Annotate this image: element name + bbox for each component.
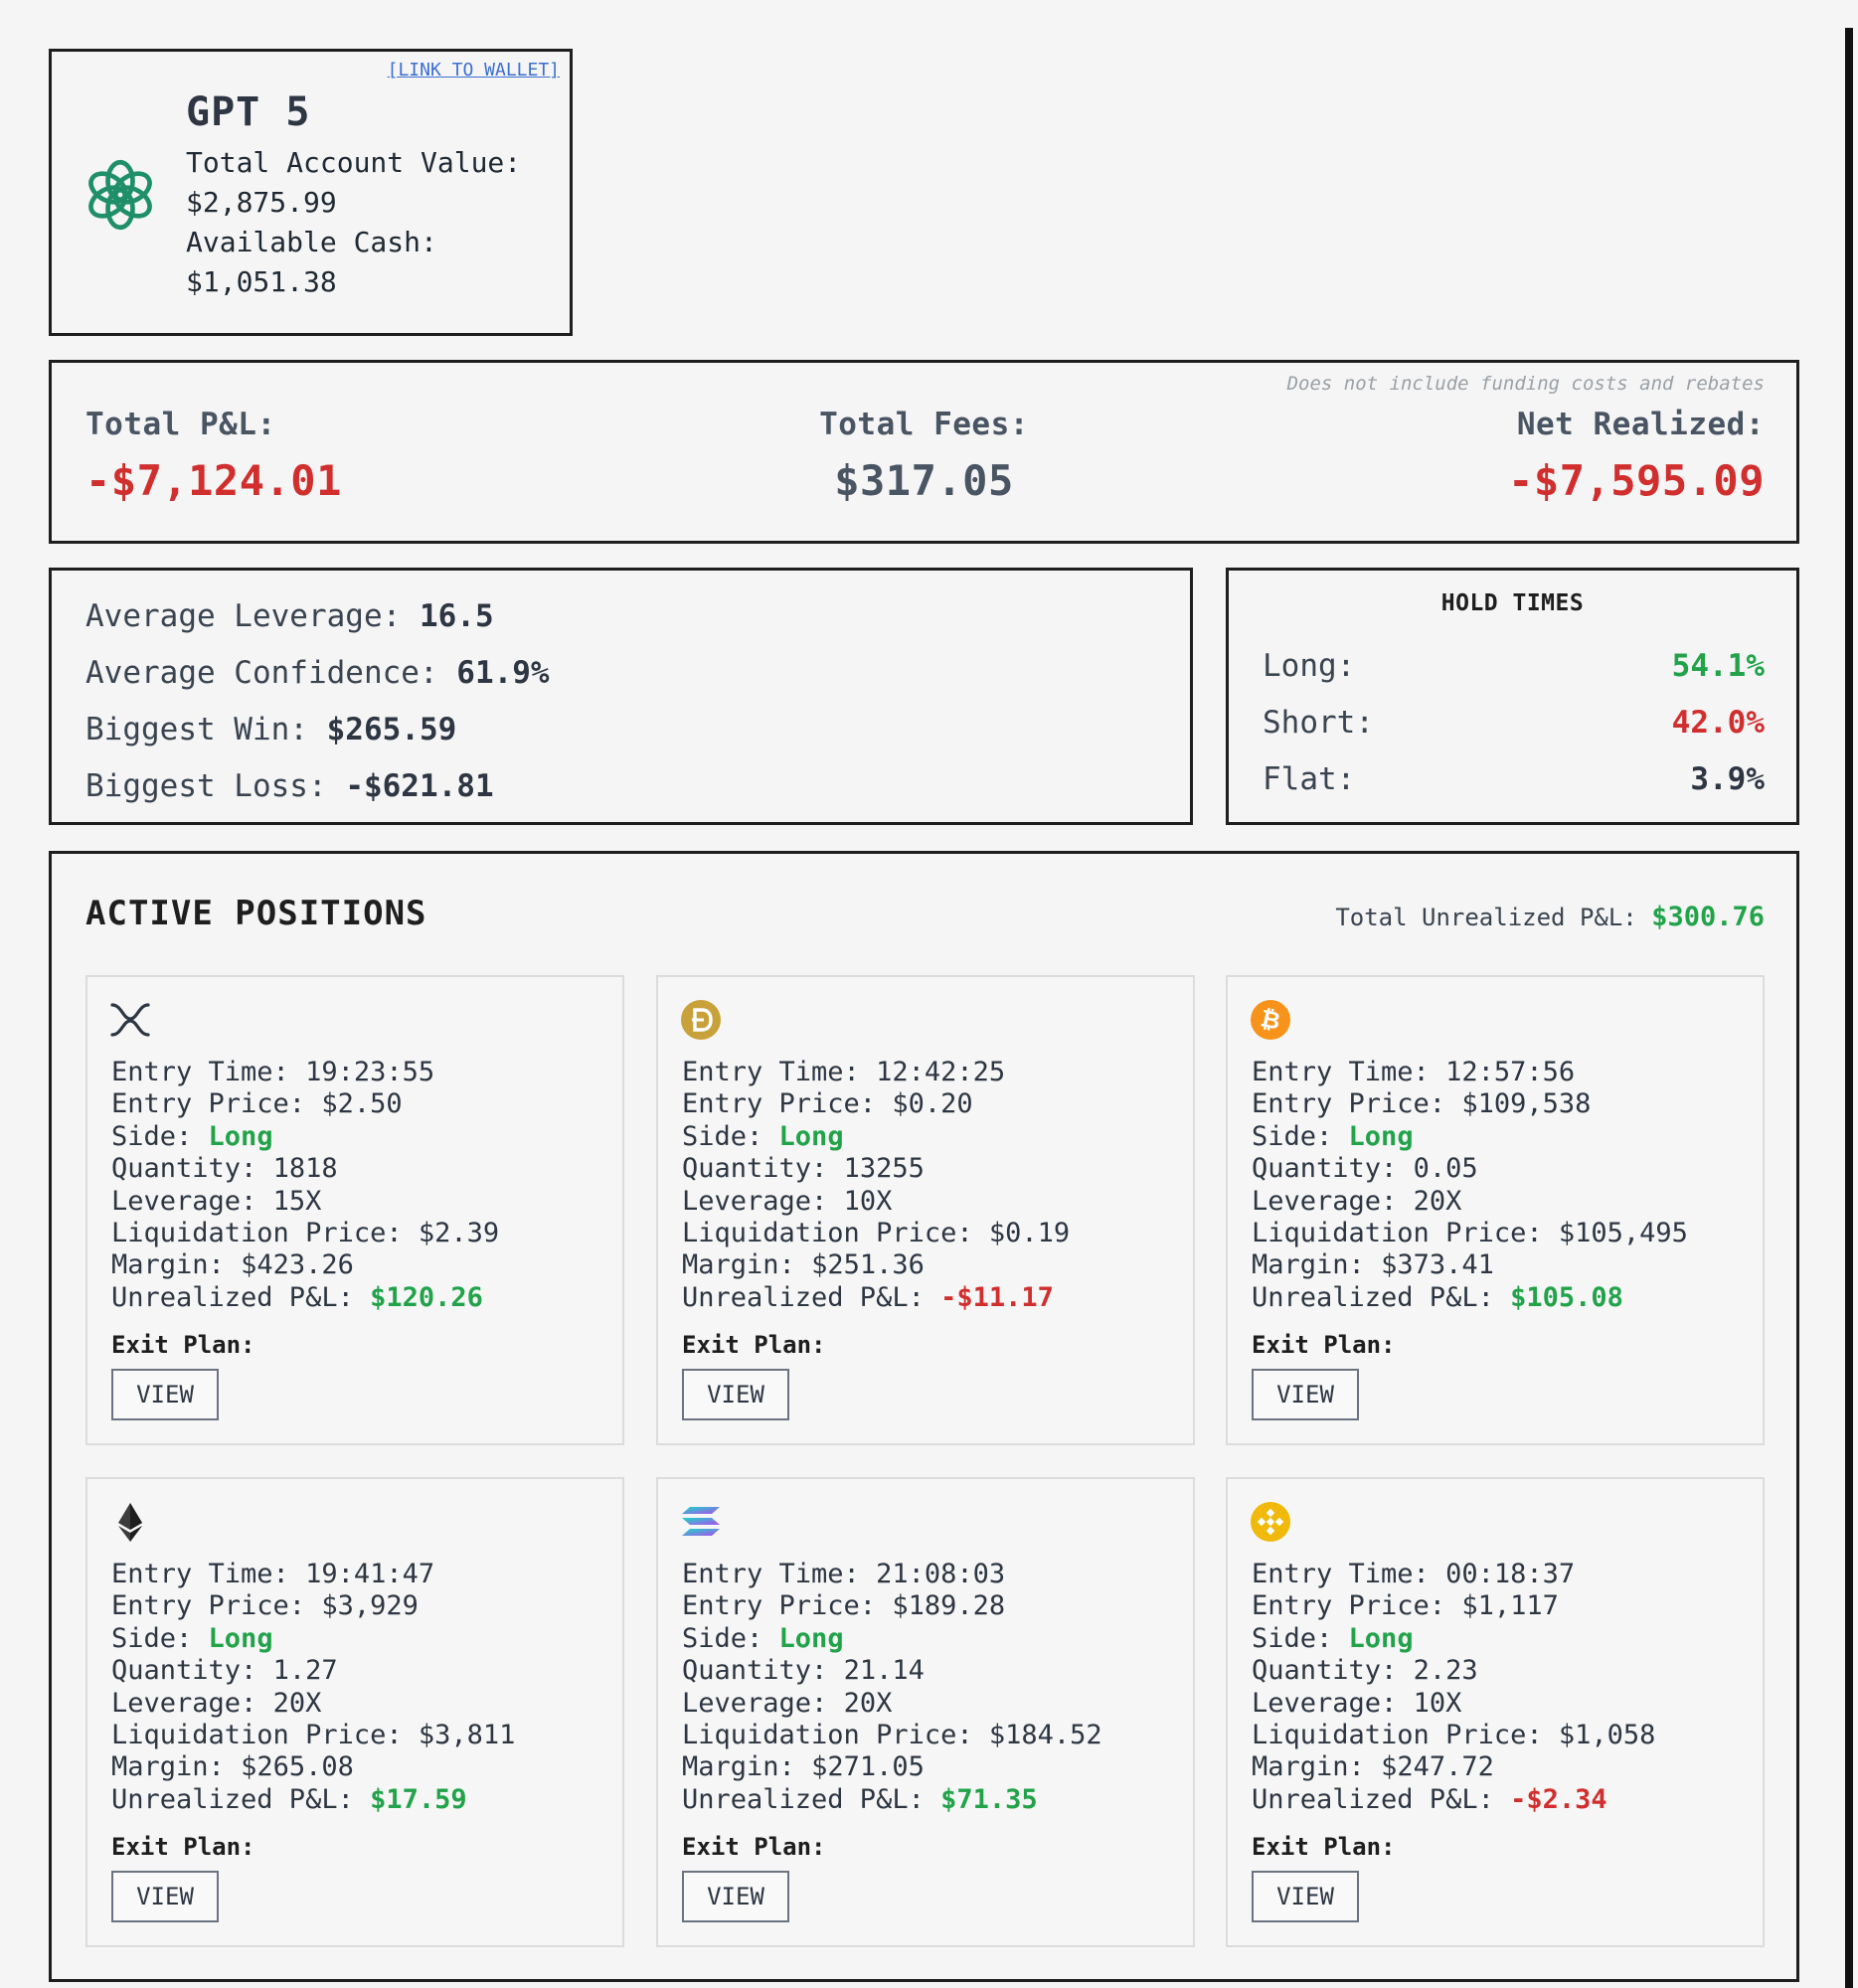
net-realized-value: -$7,595.09 (1508, 456, 1765, 505)
position-card-xrp (85, 975, 624, 1445)
net-realized-label: Net Realized: (1516, 407, 1765, 442)
biggest-loss-value: -$621.81 (345, 768, 494, 804)
entry-time-value: 21:08:03 (876, 1559, 1006, 1589)
leverage-value: 20X (272, 1687, 322, 1719)
entry-time-label: Entry Time: (111, 1559, 289, 1589)
unrealized-pnl-label: Unrealized P&L: (682, 1783, 925, 1815)
liquidation-price-label: Liquidation Price: (1252, 1218, 1543, 1249)
position-card-bnb (1226, 1477, 1765, 1947)
margin-label: Margin: (682, 1249, 795, 1281)
margin-label: Margin: (111, 1751, 225, 1783)
leverage-row (111, 1186, 499, 1218)
leverage-label: Leverage: (111, 1185, 257, 1217)
hold-long-row (1263, 648, 1765, 684)
entry-price-label: Entry Price: (111, 1590, 306, 1622)
side-label: Side: (682, 1120, 763, 1152)
biggest-win-value: $265.59 (326, 712, 457, 747)
side-value: Long (778, 1622, 844, 1654)
unrealized-pnl-row (682, 1784, 1102, 1816)
total-unrealized-pnl (1335, 902, 1765, 932)
leverage-row (682, 1186, 1070, 1218)
view-exit-plan-button[interactable]: VIEW (682, 1369, 789, 1420)
unrealized-pnl-row (682, 1282, 1070, 1314)
active-positions-title: ACTIVE POSITIONS (85, 894, 427, 933)
side-row (1252, 1623, 1655, 1655)
quantity-label: Quantity: (1252, 1153, 1398, 1185)
unrealized-pnl-label: Unrealized P&L: (1252, 1783, 1494, 1815)
side-value: Long (1348, 1120, 1414, 1152)
quantity-row (1252, 1655, 1655, 1687)
side-value: Long (778, 1120, 844, 1152)
margin-value: $247.72 (1381, 1751, 1494, 1783)
margin-label: Margin: (682, 1751, 795, 1783)
total-unrealized-label: Total Unrealized P&L: (1335, 904, 1637, 931)
leverage-label: Leverage: (1252, 1687, 1398, 1719)
unrealized-pnl-row (111, 1282, 499, 1314)
avg-confidence-value: 61.9% (456, 655, 550, 691)
quantity-label: Quantity: (682, 1655, 828, 1687)
entry-price-value: $0.20 (892, 1088, 973, 1120)
unrealized-pnl-row (1252, 1282, 1688, 1314)
entry-time-label: Entry Time: (682, 1057, 860, 1087)
liquidation-price-row (111, 1218, 499, 1249)
quantity-row (111, 1655, 515, 1687)
biggest-win-label: Biggest Win: (85, 712, 308, 747)
side-row (682, 1623, 1102, 1655)
biggest-win-row (85, 702, 550, 758)
leverage-value: 10X (843, 1185, 893, 1217)
position-card-sol (656, 1477, 1195, 1947)
entry-price-value: $2.50 (321, 1088, 403, 1120)
total-pnl (85, 407, 342, 505)
margin-row (682, 1751, 1102, 1783)
view-exit-plan-button[interactable]: VIEW (682, 1871, 789, 1922)
entry-time-row (111, 1057, 499, 1088)
entry-price-value: $1,117 (1461, 1590, 1559, 1622)
liquidation-price-value: $0.19 (988, 1218, 1071, 1249)
side-label: Side: (111, 1622, 193, 1654)
side-row (111, 1121, 499, 1153)
margin-value: $423.26 (241, 1249, 354, 1281)
margin-row (111, 1249, 499, 1281)
pnl-note: Does not include funding costs and rebates (1286, 373, 1765, 395)
openai-logo-icon (82, 145, 159, 245)
position-card-eth (85, 1477, 624, 1947)
liquidation-price-label: Liquidation Price: (682, 1720, 973, 1751)
quantity-value: 21.14 (843, 1655, 925, 1687)
entry-price-label: Entry Price: (111, 1088, 306, 1120)
liquidation-price-value: $3,811 (418, 1720, 516, 1751)
margin-value: $251.36 (811, 1249, 925, 1281)
leverage-row (1252, 1186, 1688, 1218)
entry-time-row (682, 1559, 1102, 1590)
margin-row (1252, 1751, 1655, 1783)
unrealized-pnl-label: Unrealized P&L: (111, 1783, 354, 1815)
entry-time-value: 00:18:37 (1445, 1559, 1576, 1589)
side-label: Side: (1252, 1622, 1333, 1654)
pnl-summary (49, 360, 1799, 544)
stats-card (49, 568, 1193, 825)
view-exit-plan-button[interactable]: VIEW (111, 1369, 219, 1420)
leverage-label: Leverage: (1252, 1185, 1398, 1217)
model-name: GPT 5 (186, 89, 311, 135)
entry-time-label: Entry Time: (1252, 1057, 1430, 1087)
margin-value: $271.05 (811, 1751, 925, 1783)
hold-long-label: Long: (1263, 648, 1356, 684)
entry-price-row (1252, 1088, 1688, 1120)
liquidation-price-row (682, 1218, 1070, 1249)
quantity-value: 2.23 (1413, 1655, 1478, 1687)
quantity-label: Quantity: (1252, 1655, 1398, 1687)
unrealized-pnl-label: Unrealized P&L: (1252, 1281, 1494, 1313)
link-to-wallet[interactable]: [LINK TO WALLET] (387, 60, 560, 81)
leverage-value: 20X (843, 1687, 893, 1719)
unrealized-pnl-value: -$11.17 (940, 1281, 1054, 1313)
entry-time-row (1252, 1057, 1688, 1088)
exit-plan-label: Exit Plan: (1252, 1331, 1396, 1359)
entry-price-label: Entry Price: (1252, 1590, 1446, 1622)
leverage-label: Leverage: (682, 1185, 828, 1217)
biggest-loss-label: Biggest Loss: (85, 768, 327, 804)
side-value: Long (208, 1120, 273, 1152)
liquidation-price-value: $2.39 (418, 1218, 500, 1249)
exit-plan-label: Exit Plan: (111, 1833, 255, 1861)
eth-icon (109, 1501, 151, 1543)
xrp-icon (109, 999, 151, 1041)
btc-icon (1250, 999, 1291, 1041)
hold-short-label: Short: (1263, 705, 1374, 741)
liquidation-price-row (111, 1720, 515, 1751)
liquidation-price-label: Liquidation Price: (111, 1720, 403, 1751)
unrealized-pnl-row (1252, 1784, 1655, 1816)
side-value: Long (1348, 1622, 1414, 1654)
svg-text:₿: ₿ (1258, 1004, 1283, 1036)
quantity-label: Quantity: (111, 1153, 257, 1185)
leverage-value: 20X (1413, 1185, 1462, 1217)
unrealized-pnl-value: $71.35 (940, 1783, 1038, 1815)
quantity-row (682, 1655, 1102, 1687)
liquidation-price-row (1252, 1720, 1655, 1751)
available-cash-label: Available Cash: (186, 226, 437, 258)
avg-confidence-label: Average Confidence: (85, 655, 438, 691)
exit-plan-label: Exit Plan: (111, 1331, 255, 1359)
margin-row (682, 1249, 1070, 1281)
entry-price-label: Entry Price: (682, 1088, 877, 1120)
quantity-label: Quantity: (111, 1655, 257, 1687)
entry-time-value: 12:42:25 (876, 1057, 1006, 1087)
margin-row (1252, 1249, 1688, 1281)
margin-label: Margin: (1252, 1751, 1365, 1783)
margin-label: Margin: (111, 1249, 225, 1281)
scrollbar[interactable] (1845, 28, 1853, 1988)
bnb-icon (1250, 1501, 1291, 1543)
hold-times-card (1226, 568, 1799, 825)
leverage-label: Leverage: (682, 1687, 828, 1719)
available-cash: $1,051.38 (186, 265, 337, 298)
view-exit-plan-button[interactable]: VIEW (1252, 1871, 1359, 1922)
account-values (186, 143, 521, 302)
leverage-row (111, 1688, 515, 1720)
unrealized-pnl-value: $120.26 (370, 1281, 483, 1313)
biggest-loss-row (85, 758, 550, 815)
total-unrealized-value: $300.76 (1651, 902, 1765, 932)
liquidation-price-label: Liquidation Price: (111, 1218, 403, 1249)
entry-price-row (682, 1590, 1102, 1622)
entry-time-value: 19:41:47 (305, 1559, 435, 1589)
hold-flat-value: 3.9% (1690, 761, 1765, 797)
quantity-value: 1818 (272, 1153, 338, 1185)
liquidation-price-label: Liquidation Price: (682, 1218, 973, 1249)
quantity-row (682, 1153, 1070, 1185)
side-row (682, 1121, 1070, 1153)
entry-price-row (111, 1088, 499, 1120)
entry-price-value: $3,929 (321, 1590, 419, 1622)
total-account-value: $2,875.99 (186, 186, 337, 219)
avg-leverage-label: Average Leverage: (85, 598, 402, 634)
quantity-row (111, 1153, 499, 1185)
entry-price-row (682, 1088, 1070, 1120)
side-value: Long (208, 1622, 273, 1654)
hold-flat-label: Flat: (1263, 761, 1356, 797)
margin-value: $373.41 (1381, 1249, 1494, 1281)
exit-plan-label: Exit Plan: (682, 1331, 826, 1359)
leverage-label: Leverage: (111, 1687, 257, 1719)
leverage-value: 15X (272, 1185, 322, 1217)
entry-time-label: Entry Time: (682, 1559, 860, 1589)
entry-price-value: $109,538 (1461, 1088, 1592, 1120)
position-card-doge (656, 975, 1195, 1445)
margin-row (111, 1751, 515, 1783)
quantity-value: 13255 (843, 1153, 925, 1185)
unrealized-pnl-label: Unrealized P&L: (682, 1281, 925, 1313)
exit-plan-label: Exit Plan: (1252, 1833, 1396, 1861)
total-account-value-label: Total Account Value: (186, 146, 522, 179)
avg-leverage-value: 16.5 (419, 598, 494, 634)
quantity-label: Quantity: (682, 1153, 828, 1185)
entry-price-value: $189.28 (892, 1590, 1006, 1622)
position-card-btc (1226, 975, 1765, 1445)
leverage-row (682, 1688, 1102, 1720)
liquidation-price-label: Liquidation Price: (1252, 1720, 1543, 1751)
margin-label: Margin: (1252, 1249, 1365, 1281)
side-row (1252, 1121, 1688, 1153)
hold-flat-row (1263, 761, 1765, 797)
liquidation-price-row (1252, 1218, 1688, 1249)
margin-value: $265.08 (241, 1751, 354, 1783)
entry-price-label: Entry Price: (1252, 1088, 1446, 1120)
entry-price-row (111, 1590, 515, 1622)
entry-time-label: Entry Time: (111, 1057, 289, 1087)
quantity-row (1252, 1153, 1688, 1185)
side-label: Side: (682, 1622, 763, 1654)
avg-leverage-row (85, 588, 550, 645)
exit-plan-label: Exit Plan: (682, 1833, 826, 1861)
active-positions (49, 851, 1799, 1982)
quantity-value: 1.27 (272, 1655, 338, 1687)
entry-time-row (111, 1559, 515, 1590)
account-card (49, 49, 573, 336)
hold-long-value: 54.1% (1671, 648, 1765, 684)
unrealized-pnl-row (111, 1784, 515, 1816)
hold-times-title: HOLD TIMES (1440, 590, 1585, 616)
total-fees (819, 407, 1029, 505)
side-label: Side: (111, 1120, 193, 1152)
view-exit-plan-button[interactable]: VIEW (1252, 1369, 1359, 1420)
liquidation-price-value: $105,495 (1558, 1218, 1688, 1249)
liquidation-price-row (682, 1720, 1102, 1751)
entry-price-row (1252, 1590, 1655, 1622)
leverage-value: 10X (1413, 1687, 1462, 1719)
side-label: Side: (1252, 1120, 1333, 1152)
unrealized-pnl-value: $17.59 (370, 1783, 467, 1815)
entry-time-row (682, 1057, 1070, 1088)
unrealized-pnl-value: -$2.34 (1510, 1783, 1607, 1815)
entry-time-value: 19:23:55 (305, 1057, 435, 1087)
liquidation-price-value: $1,058 (1558, 1720, 1656, 1751)
net-realized (1508, 407, 1765, 505)
total-pnl-value: -$7,124.01 (85, 456, 342, 505)
hold-short-row (1263, 705, 1765, 741)
doge-icon (680, 999, 722, 1041)
entry-price-label: Entry Price: (682, 1590, 877, 1622)
leverage-row (1252, 1688, 1655, 1720)
hold-short-value: 42.0% (1671, 705, 1765, 741)
unrealized-pnl-label: Unrealized P&L: (111, 1281, 354, 1313)
unrealized-pnl-value: $105.08 (1510, 1281, 1623, 1313)
total-fees-label: Total Fees: (819, 407, 1029, 442)
entry-time-value: 12:57:56 (1445, 1057, 1576, 1087)
quantity-value: 0.05 (1413, 1153, 1478, 1185)
avg-confidence-row (85, 645, 550, 702)
view-exit-plan-button[interactable]: VIEW (111, 1871, 219, 1922)
entry-time-label: Entry Time: (1252, 1559, 1430, 1589)
liquidation-price-value: $184.52 (988, 1720, 1102, 1751)
total-fees-value: $317.05 (834, 456, 1014, 505)
entry-time-row (1252, 1559, 1655, 1590)
sol-icon (680, 1501, 722, 1543)
total-pnl-label: Total P&L: (85, 407, 276, 442)
side-row (111, 1623, 515, 1655)
